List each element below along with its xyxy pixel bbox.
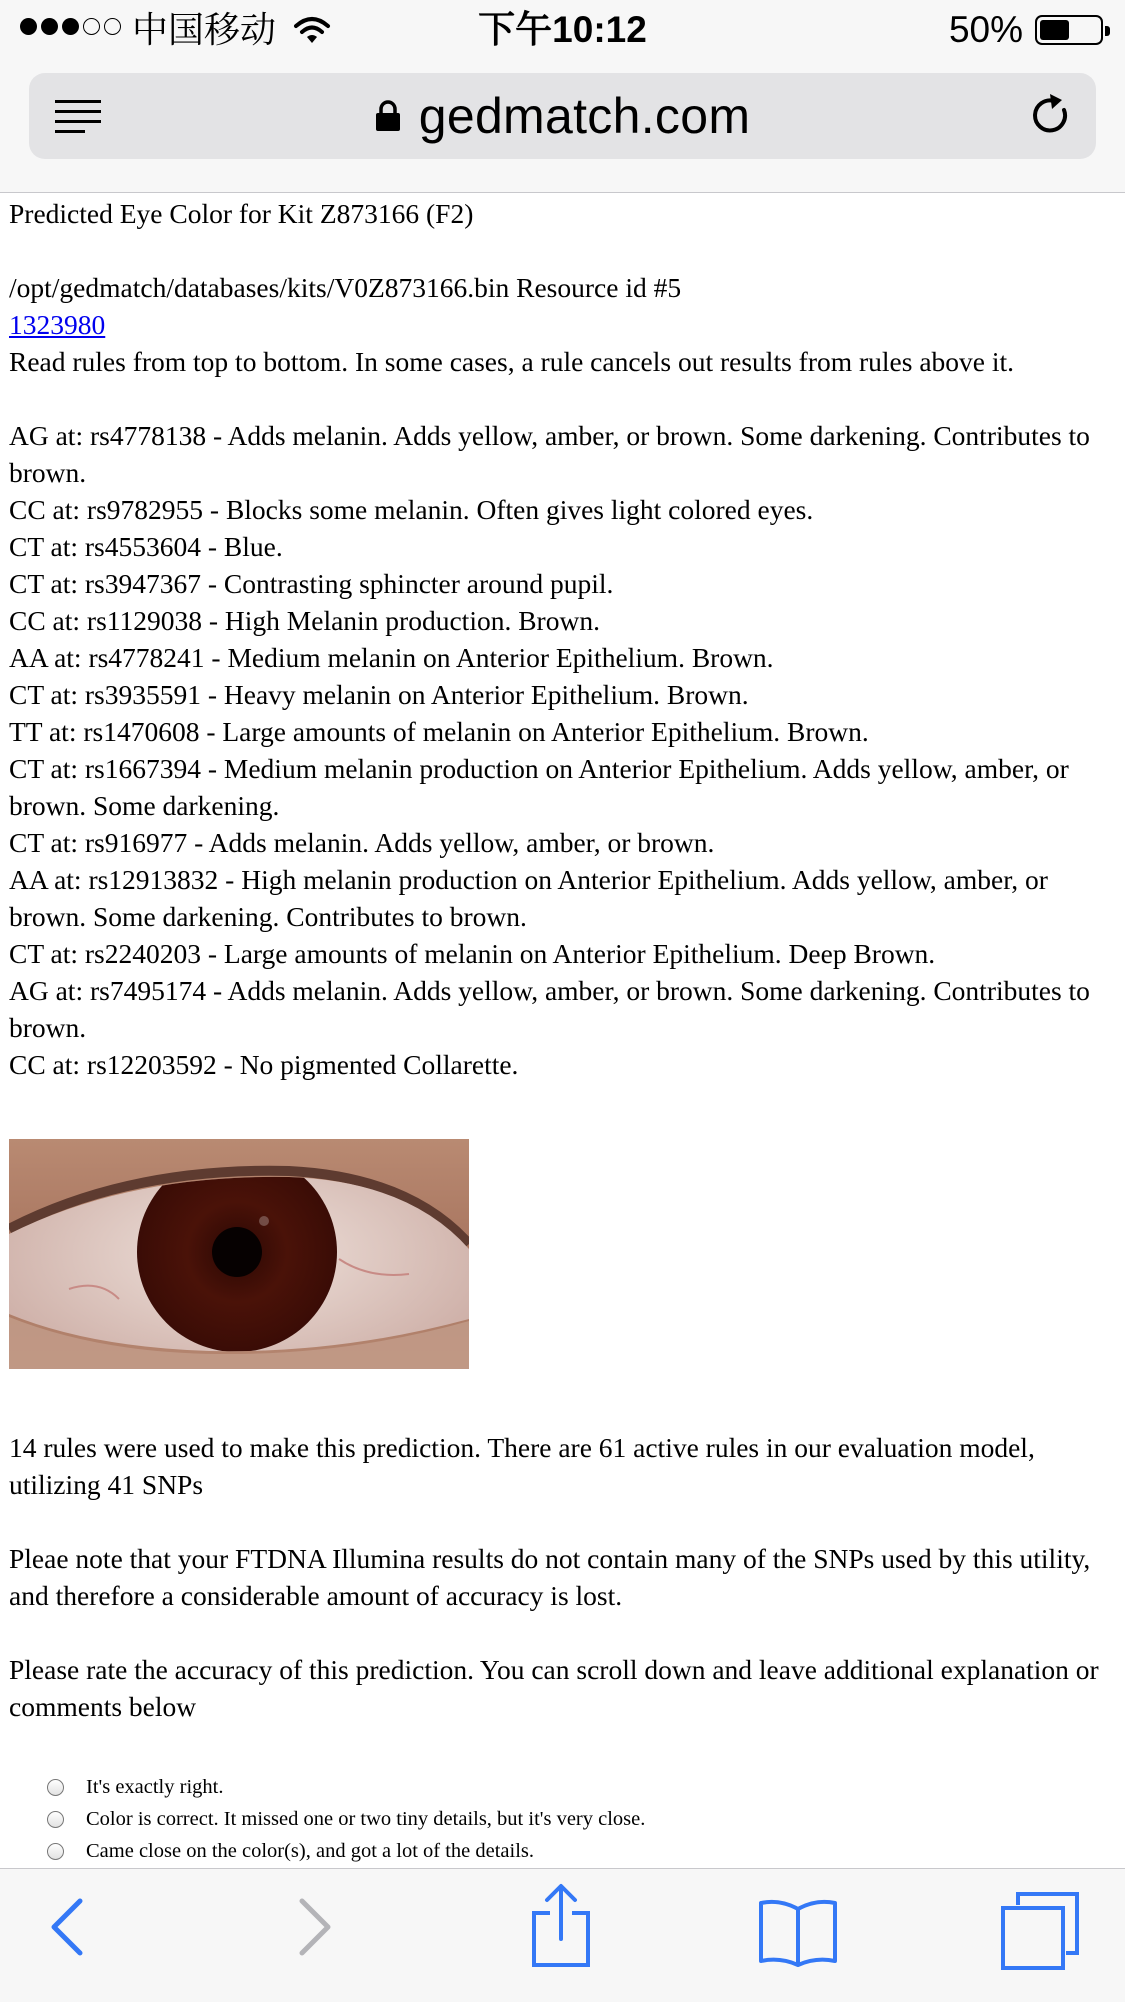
rating-option-very-close[interactable] (47, 1803, 1119, 1835)
rating-option-came-close[interactable] (47, 1835, 1119, 1867)
rules-list (9, 417, 1119, 1083)
rule-line: AA at: rs4778241 - Medium melanin on Anterior Epithelium. Brown. (9, 642, 774, 673)
radio-button[interactable] (47, 1843, 64, 1860)
kit-link-line (9, 306, 1119, 343)
summary-text: 14 rules were used to make this prediction. There are 61 active rules in our evaluation model, utilizing 41 SNPs (9, 1432, 1035, 1500)
rating-options (9, 1771, 1119, 1867)
rating-option-exactly-right[interactable] (47, 1771, 1119, 1803)
page-title: Predicted Eye Color for Kit Z873166 (F2) (9, 198, 474, 229)
rule-line: CT at: rs3935591 - Heavy melanin on Anterior Epithelium. Brown. (9, 679, 749, 710)
rule-line: CT at: rs2240203 - Large amounts of melanin on Anterior Epithelium. Deep Brown. (9, 938, 936, 969)
rule-line: CT at: rs1667394 - Medium melanin production on Anterior Epithelium. Adds yellow, amber, or brown. Some darkening. (9, 753, 1069, 821)
tabs-icon[interactable] (1000, 1891, 1080, 1971)
spacer (9, 1614, 1119, 1651)
radio-button[interactable] (47, 1811, 64, 1828)
url-text[interactable]: gedmatch.com (418, 88, 751, 144)
spacer (9, 232, 1119, 269)
rule-line: AG at: rs4778138 - Adds melanin. Adds yellow, amber, or brown. Some darkening. Contributes to brown. (9, 420, 1090, 488)
status-bar (0, 0, 1125, 62)
spacer (9, 1369, 1119, 1429)
kit-number-link[interactable]: 1323980 (9, 309, 106, 340)
rule-line: CC at: rs9782955 - Blocks some melanin. Often gives light colored eyes. (9, 494, 814, 525)
url-display[interactable] (29, 73, 1096, 159)
rule-line: CC at: rs1129038 - High Melanin production. Brown. (9, 605, 600, 636)
battery-icon (1035, 15, 1103, 45)
bookmarks-icon[interactable] (758, 1897, 838, 1967)
rate-prompt: Please rate the accuracy of this prediction. You can scroll down and leave additional explanation or comments below (9, 1654, 1099, 1722)
rating-option-label: Color is correct. It missed one or two tiny details, but it's very close. (86, 1808, 646, 1830)
ftdna-note: Pleae note that your FTDNA Illumina results do not contain many of the SNPs used by this utility, and therefore a considerable amount of accuracy is lost. (9, 1543, 1091, 1611)
lock-icon (375, 100, 401, 132)
rule-line: CT at: rs916977 - Adds melanin. Adds yellow, amber, or brown. (9, 827, 715, 858)
rule-line: AA at: rs12913832 - High melanin production on Anterior Epithelium. Adds yellow, amber, or brown. Some darkening. Contributes to brown. (9, 864, 1048, 932)
carrier-name: 中国移动 (132, 9, 277, 50)
browser-toolbar (0, 1868, 1125, 2002)
back-icon[interactable] (46, 1895, 86, 1959)
rating-option-label: It's exactly right. (86, 1776, 224, 1798)
reload-icon[interactable] (1028, 92, 1074, 140)
instructions-text: Read rules from top to bottom. In some cases, a rule cancels out results from rules above it. (9, 346, 1015, 377)
battery-percent: 50% (948, 9, 1023, 50)
forward-icon[interactable] (296, 1895, 336, 1959)
battery-level-fill (1040, 20, 1069, 40)
radio-button[interactable] (47, 1779, 64, 1796)
page-content (9, 195, 1119, 1867)
resource-line: /opt/gedmatch/databases/kits/V0Z873166.bin Resource id #5 (9, 272, 682, 303)
share-icon[interactable] (530, 1883, 592, 1969)
rating-option-label: Came close on the color(s), and got a lot of the details. (86, 1840, 535, 1862)
spacer (9, 380, 1119, 417)
rule-line: CT at: rs3947367 - Contrasting sphincter around pupil. (9, 568, 614, 599)
rule-line: TT at: rs1470608 - Large amounts of melanin on Anterior Epithelium. Brown. (9, 716, 869, 747)
status-time: 下午10:12 (478, 9, 647, 50)
battery-tip (1105, 26, 1110, 36)
spacer (9, 1503, 1119, 1540)
address-bar[interactable] (29, 73, 1096, 159)
rule-line: AG at: rs7495174 - Adds melanin. Adds yellow, amber, or brown. Some darkening. Contributes to brown. (9, 975, 1090, 1043)
predicted-eye-image (9, 1139, 469, 1369)
browser-navigation-area (0, 62, 1125, 193)
rule-line: CT at: rs4553604 - Blue. (9, 531, 283, 562)
rule-line: CC at: rs12203592 - No pigmented Collarette. (9, 1049, 519, 1080)
